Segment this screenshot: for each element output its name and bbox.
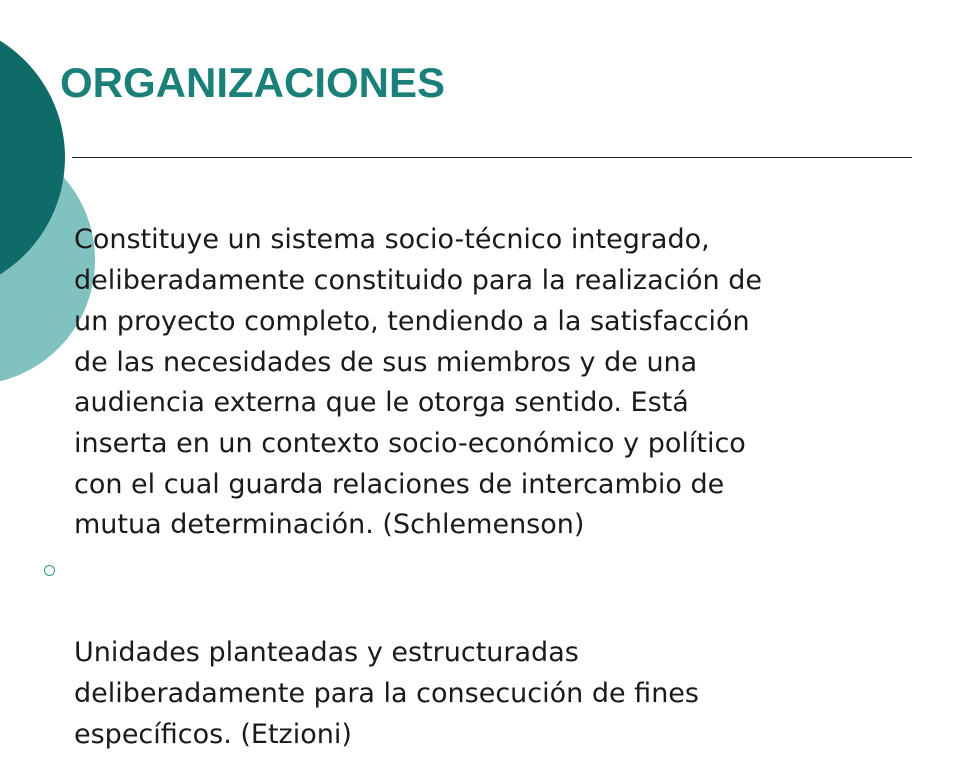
slide-title: ORGANIZACIONES [60,59,446,106]
bullet-item-definition-etzioni [74,552,934,756]
title-underline [72,157,912,158]
bullet-text: Unidades planteadas y estructuradas deliberadamente para la consecución de fines específicos. (Etzioni) [74,637,699,750]
bullet-item-definition-schlemenson [74,139,934,546]
bullet-circle-icon [44,565,55,576]
bullet-text: Constituye un sistema socio-técnico integrado, deliberadamente constituido para la realización de un proyecto completo, tendiendo a la satisfacción de las necesidades de sus miembros y de una audiencia externa que le otorga sentido. Está inserta en un contexto socio-económico y político con el cual guarda relaciones de intercambio de mutua determinación. (Schlemenson) [74,224,762,541]
bullet-list [74,139,934,762]
